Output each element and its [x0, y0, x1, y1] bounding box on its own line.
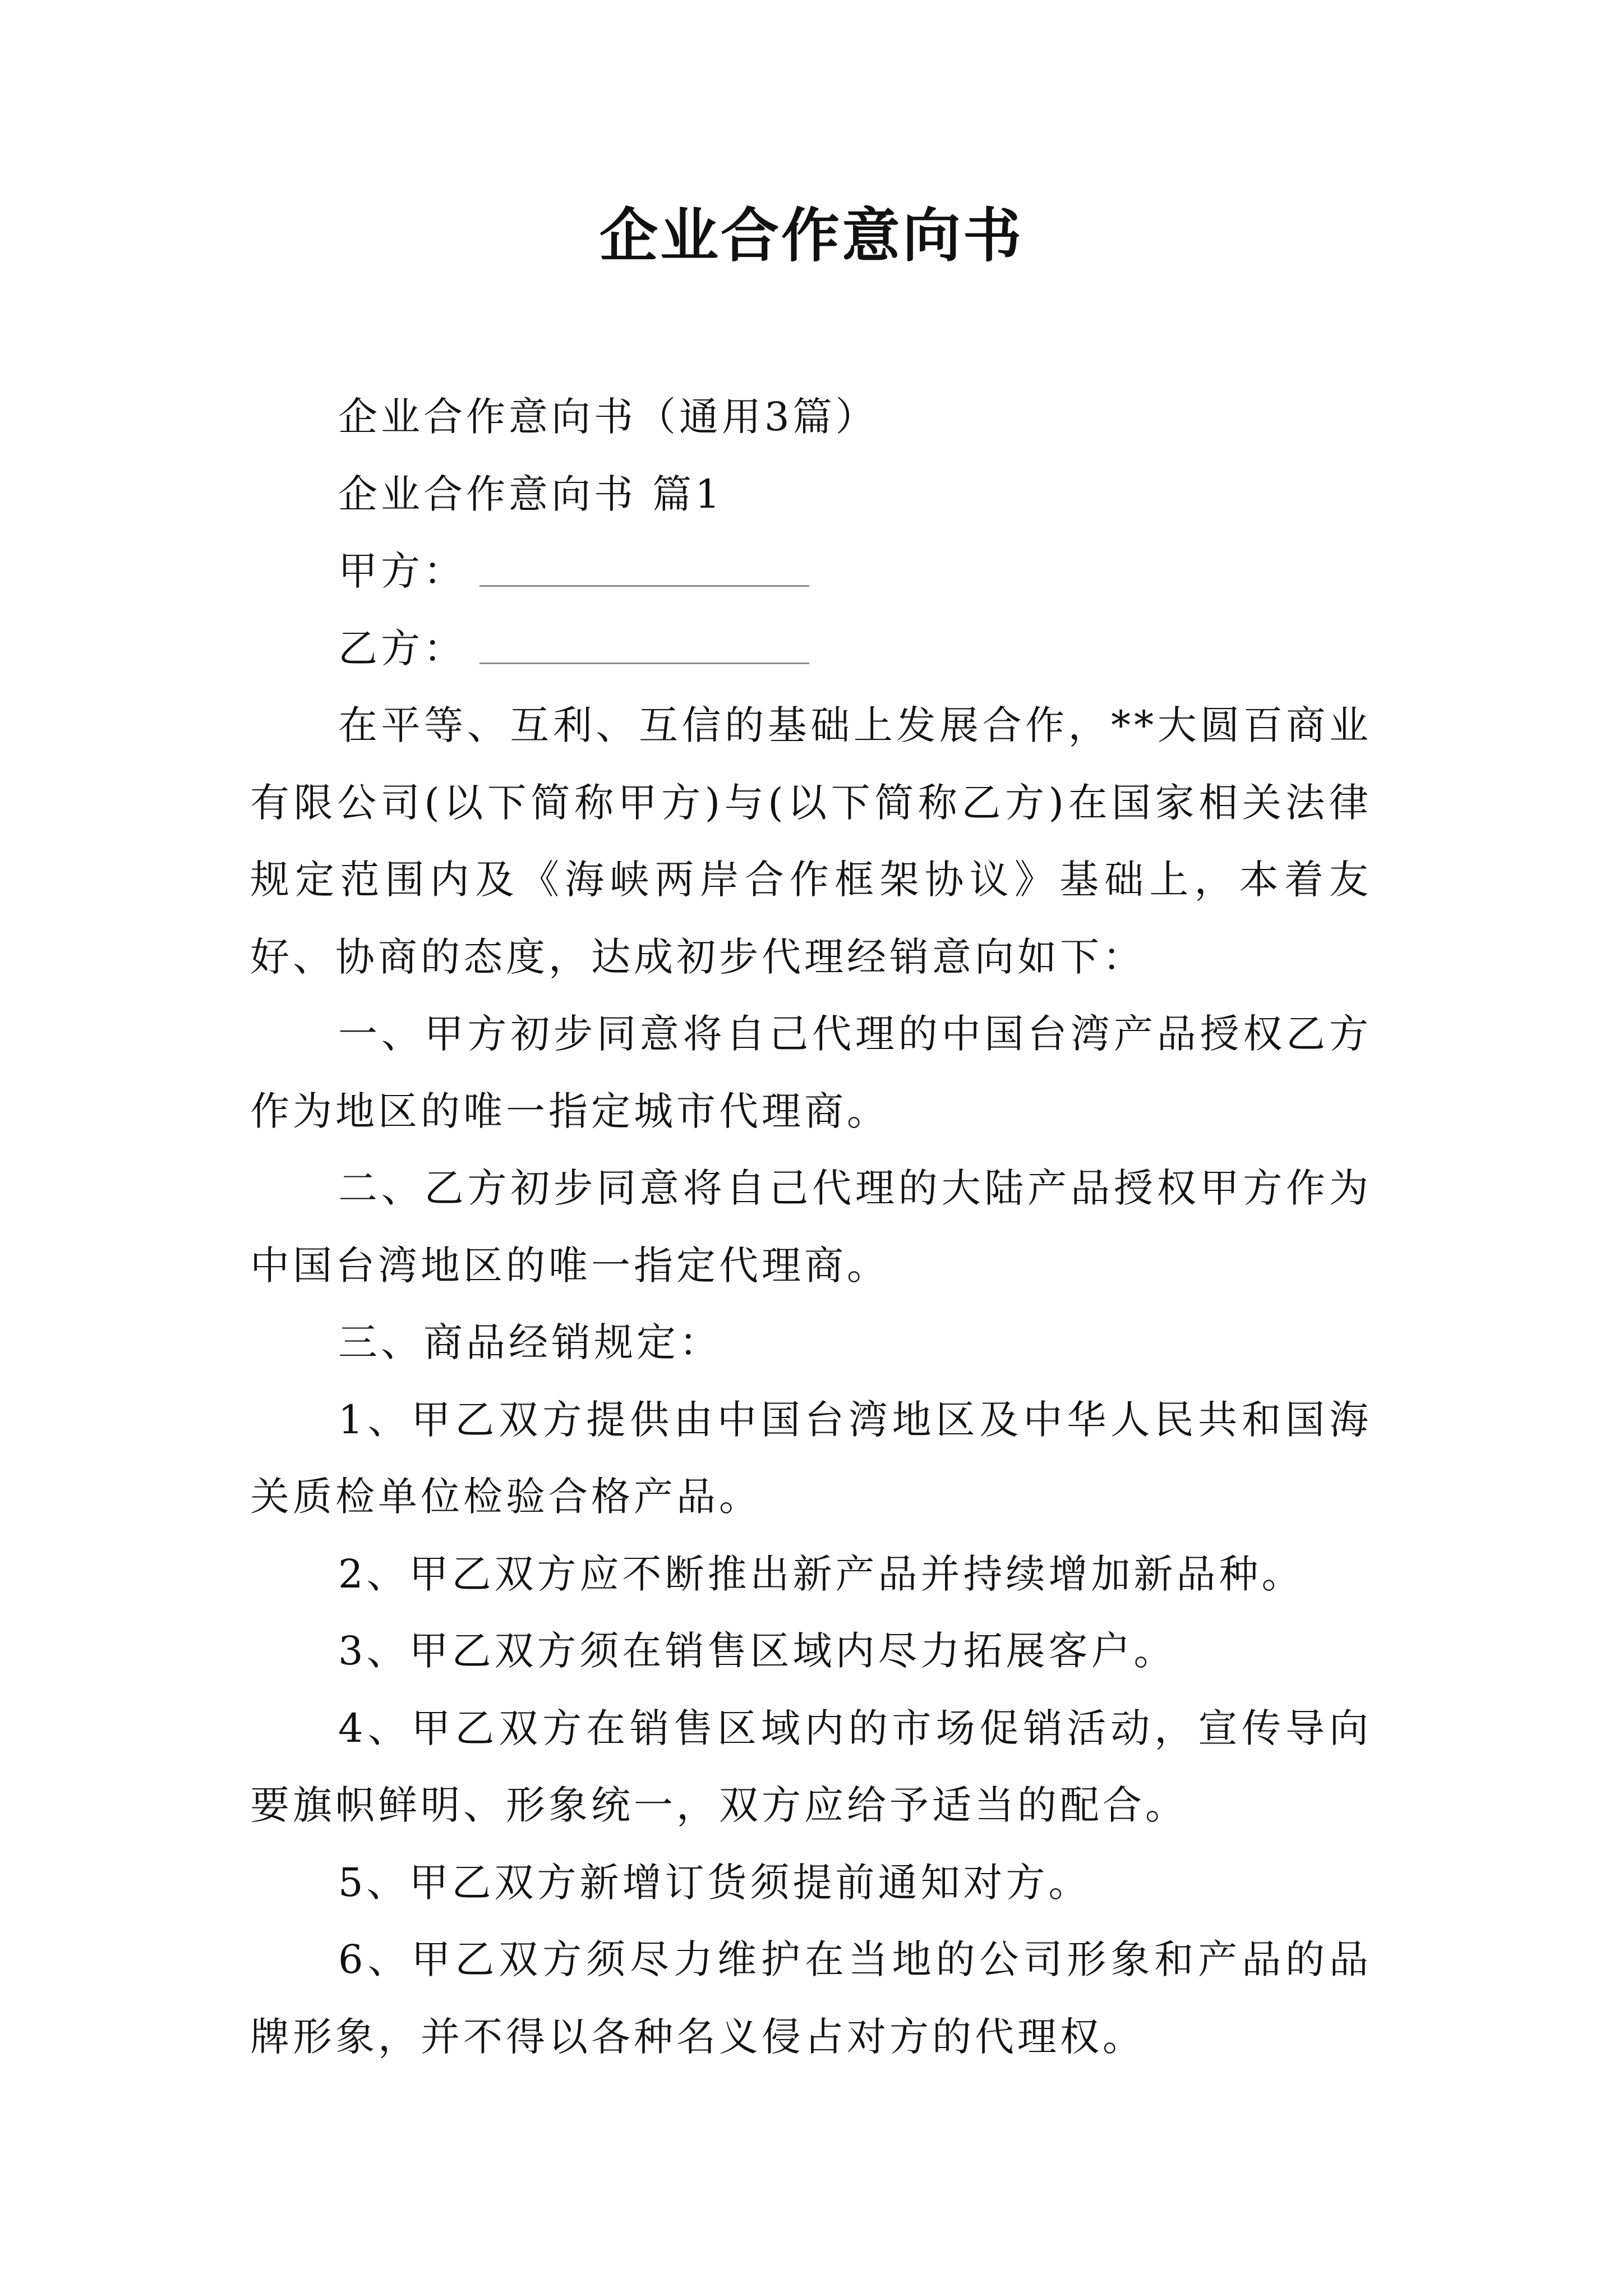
- paragraph-item-6: 6、甲乙双方须尽力维护在当地的公司形象和产品的品牌形象，并不得以各种名义侵占对方的代理权。: [250, 1936, 1372, 2060]
- document-body: [250, 379, 1372, 2076]
- paragraph-item-5: 5、甲乙双方新增订货须提前通知对方。: [338, 1859, 1091, 1906]
- paragraph-item-2: 2、甲乙双方应不断推出新产品并持续增加新品种。: [338, 1550, 1304, 1597]
- party-a-label: 甲方：: [338, 548, 466, 594]
- paragraph-clause-2: 二、乙方初步同意将自己代理的大陆产品授权甲方作为中国台湾地区的唯一指定代理商。: [250, 1165, 1372, 1289]
- party-a-field: [250, 533, 1372, 610]
- party-b-field: [250, 610, 1372, 688]
- paragraph-item-1: 1、甲乙双方提供由中国台湾地区及中华人民共和国海关质检单位检验合格产品。: [250, 1396, 1372, 1520]
- document-title: 企业合作意向书: [599, 201, 1023, 270]
- party-b-blank-line: [479, 623, 809, 664]
- paragraph-item-3: 3、甲乙双方须在销售区域内尽力拓展客户。: [338, 1628, 1177, 1674]
- party-a-blank-line: [479, 546, 809, 587]
- paragraph-clause-3: 三、商品经销规定：: [338, 1319, 722, 1365]
- section-heading: 企业合作意向书 篇1: [338, 471, 723, 517]
- paragraph-item-4: 4、甲乙双方在销售区域内的市场促销活动，宣传导向要旗帜鲜明、形象统一，双方应给予适当的配合。: [250, 1705, 1372, 1828]
- paragraph-intro: 在平等、互利、互信的基础上发展合作，**大圆百商业有限公司(以下简称甲方)与(以下简称乙方)在国家相关法律规定范围内及《海峡两岸合作框架协议》基础上，本着友好、协商的态度，达成初步代理经销意向如下：: [250, 702, 1372, 980]
- paragraph-clause-1: 一、甲方初步同意将自己代理的中国台湾产品授权乙方作为地区的唯一指定城市代理商。: [250, 1011, 1372, 1134]
- party-b-label: 乙方：: [338, 625, 466, 671]
- document-subtitle: 企业合作意向书（通用3篇）: [338, 394, 878, 440]
